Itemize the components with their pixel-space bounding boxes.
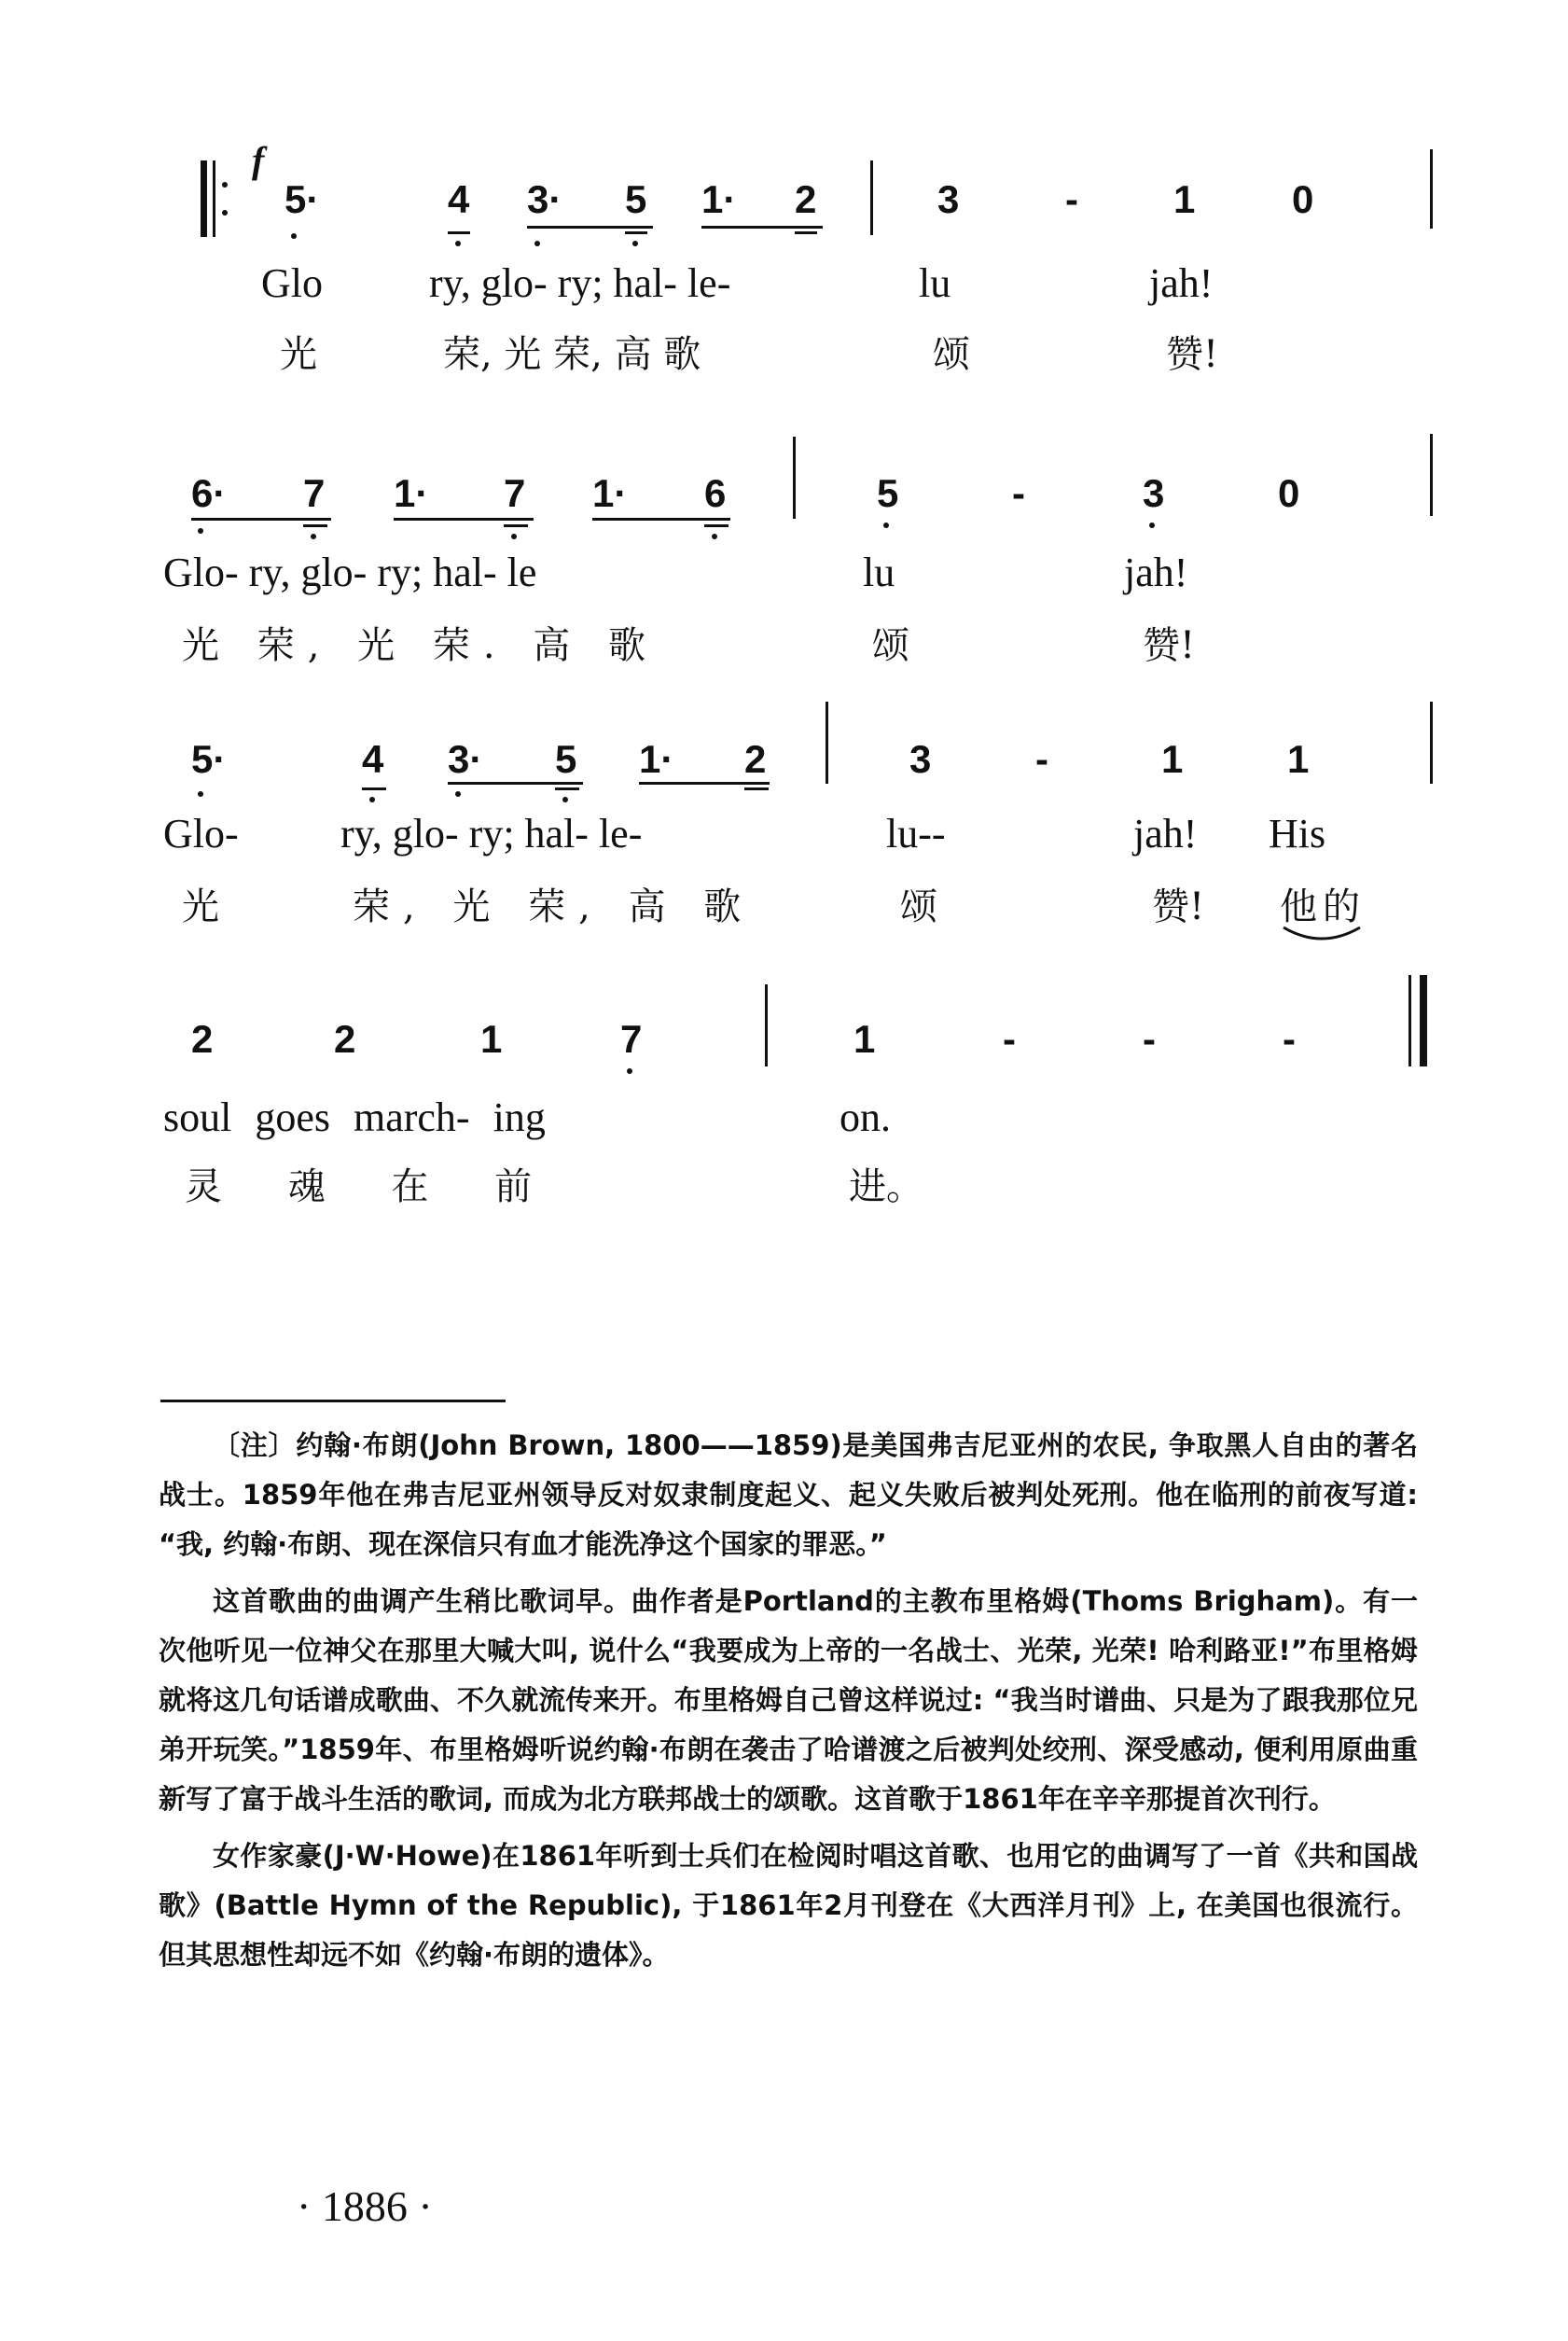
underline <box>504 524 528 527</box>
note: 5 <box>877 471 899 515</box>
barline <box>1430 149 1433 229</box>
underline <box>704 524 728 527</box>
lyric-cn: 赞! <box>1152 885 1205 928</box>
note: 6· <box>191 471 227 515</box>
note: 1 <box>1173 177 1196 221</box>
note: 3 <box>909 737 932 781</box>
low-dot <box>534 241 540 246</box>
low-dot <box>1149 523 1155 528</box>
low-dot <box>883 523 889 528</box>
note: 2 <box>795 177 817 221</box>
slur <box>1280 924 1364 944</box>
note: 1 <box>480 1017 503 1061</box>
note: 2 <box>191 1017 214 1061</box>
low-dot <box>632 241 638 246</box>
lyric-en: jah! <box>1149 260 1214 306</box>
barline <box>765 984 768 1066</box>
note: 5 <box>555 737 577 781</box>
underline <box>701 226 823 229</box>
note: 3 <box>937 177 960 221</box>
note: 1· <box>701 177 737 221</box>
repeat-barline-thin <box>213 160 215 237</box>
lyric-cn: 赞! <box>1143 624 1196 667</box>
barline <box>793 437 796 519</box>
footnote-body <box>159 1421 1418 1980</box>
lyric-cn: 荣, 光 荣, 高 歌 <box>443 333 701 376</box>
low-dot <box>455 791 461 797</box>
footnote-paragraph-1: 〔注〕约翰·布朗(John Brown, 1800——1859)是美国弗吉尼亚州的农民, 争取黑人自由的著名战士。1859年他在弗吉尼亚州领导反对奴隶制度起义、起义失败后被判处死刑。他在临刑的前夜写道: “我, 约翰·布朗、现在深信只有血才能洗净这个国家的罪恶。” <box>159 1429 1418 1560</box>
note: 5 <box>625 177 647 221</box>
note: 3· <box>448 737 483 781</box>
lyric-en: Glo <box>261 260 323 306</box>
note: 3 <box>1143 471 1165 515</box>
note: 5· <box>284 177 320 221</box>
lyric-en: jah! <box>1124 550 1188 595</box>
lyric-en: His <box>1269 811 1326 857</box>
note: 0 <box>1292 177 1314 221</box>
low-dot <box>291 233 297 239</box>
repeat-dot <box>222 210 228 216</box>
lyric-en: jah! <box>1133 811 1198 857</box>
underline <box>362 787 386 790</box>
lyric-cn: 灵 魂 在 前 <box>185 1165 533 1208</box>
lyric-en: ry, glo- ry; hal- le- <box>429 260 731 306</box>
lyric-cn: 荣, 光 荣, 高 歌 <box>353 885 755 928</box>
underline <box>555 787 579 790</box>
barline <box>870 160 873 235</box>
final-barline-thick <box>1420 975 1427 1066</box>
note: 4 <box>362 737 384 781</box>
lyric-en: lu <box>919 260 951 306</box>
underline <box>795 231 817 234</box>
note: 7 <box>303 471 326 515</box>
lyric-cn: 颂 <box>872 624 909 667</box>
low-dot <box>627 1068 632 1074</box>
footnote-paragraph-3: 女作家豪(J·W·Howe)在1861年听到士兵们在检阅时唱这首歌、也用它的曲调写了一首《共和国战歌》(Battle Hymn of the Republic), 于1861年2月刊登在《大西洋月刊》上, 在美国也很流行。但其思想性却远不如《约翰·布朗的遗体》。 <box>159 1840 1418 1971</box>
lyric-cn: 颂 <box>900 885 937 928</box>
low-dot <box>198 791 203 797</box>
underline <box>448 231 470 234</box>
lyric-en: on. <box>840 1094 891 1140</box>
lyric-en: lu-- <box>886 811 946 857</box>
lyric-cn: 光 <box>280 333 317 376</box>
note: 1 <box>1161 737 1184 781</box>
lyric-cn: 进。 <box>849 1165 923 1208</box>
note: - <box>1003 1017 1016 1061</box>
note: - <box>1283 1017 1296 1061</box>
lyric-en: Glo- <box>163 811 239 857</box>
page-number: · 1886 · <box>297 2182 433 2230</box>
underline <box>448 782 583 785</box>
barline <box>826 702 828 784</box>
lyric-cn: 颂 <box>933 333 970 376</box>
lyric-en: lu <box>863 550 895 595</box>
lyric-cn: 光 荣, 光 荣. 高 歌 <box>182 624 659 667</box>
lyric-en: soul goes march- ing <box>163 1094 546 1140</box>
low-dot <box>455 241 461 246</box>
dynamic-forte: f <box>252 139 265 181</box>
note: 7 <box>504 471 526 515</box>
note: 1 <box>1287 737 1310 781</box>
note: 2 <box>744 737 767 781</box>
low-dot <box>712 534 717 539</box>
footnote-paragraph-2: 这首歌曲的曲调产生稍比歌词早。曲作者是Portland的主教布里格姆(Thoms Brigham)。有一次他听见一位神父在那里大喊大叫, 说什么“我要成为上帝的一名战士、光荣, 光荣! 哈利路亚!”布里格姆就将这几句话谱成歌曲、不久就流传来开。布里格姆自己曾这样说过: “我当时谱曲、只是为了跟我那位兄弟开玩笑。”1859年、布里格姆听说约翰·布朗在袭击了哈谱渡之后被判处绞刑、深受感动, 便利用原曲重新写了富于战斗生活的歌词, 而成为北方联邦战士的颂歌。这首歌于1861年在辛辛那提首次刊行。 <box>159 1585 1418 1815</box>
underline <box>394 518 534 521</box>
low-dot <box>562 797 568 802</box>
low-dot <box>511 534 517 539</box>
lyric-cn: 光 <box>182 885 219 928</box>
note: 1· <box>394 471 429 515</box>
note: 5· <box>191 737 227 781</box>
underline <box>303 524 327 527</box>
note: - <box>1143 1017 1156 1061</box>
repeat-dot <box>222 182 228 188</box>
note: 1· <box>592 471 628 515</box>
low-dot <box>311 534 316 539</box>
note: 4 <box>448 177 470 221</box>
lyric-cn: 赞! <box>1166 333 1219 376</box>
note: 1 <box>853 1017 876 1061</box>
note: - <box>1012 471 1025 515</box>
note: 1· <box>639 737 674 781</box>
low-dot <box>369 797 375 802</box>
note: 6 <box>704 471 727 515</box>
final-barline-thin <box>1408 975 1411 1066</box>
lyric-en: ry, glo- ry; hal- le- <box>340 811 643 857</box>
low-dot <box>198 528 203 534</box>
underline <box>592 518 730 521</box>
underline <box>744 787 769 790</box>
barline <box>1430 434 1433 516</box>
underline <box>191 518 331 521</box>
note: 7 <box>620 1017 643 1061</box>
underline <box>639 782 770 785</box>
lyric-cn: 他的 <box>1280 885 1366 928</box>
underline <box>527 226 653 229</box>
underline <box>625 231 647 234</box>
note: 0 <box>1278 471 1300 515</box>
note: 3· <box>527 177 562 221</box>
note: 2 <box>334 1017 356 1061</box>
lyric-en: Glo- ry, glo- ry; hal- le <box>163 550 537 595</box>
note: - <box>1035 737 1048 781</box>
repeat-barline <box>201 160 207 237</box>
note: - <box>1065 177 1078 221</box>
barline <box>1430 702 1433 784</box>
footnote-rule <box>160 1400 506 1402</box>
